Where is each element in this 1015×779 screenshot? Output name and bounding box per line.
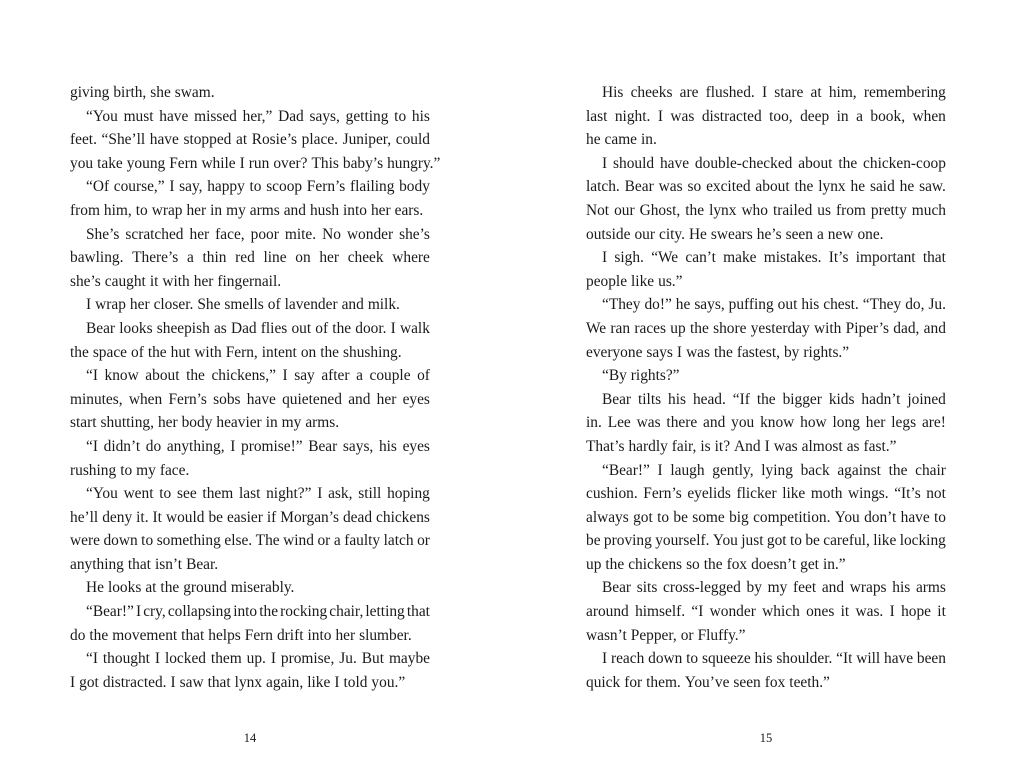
text-line: from him, to wrap her in my arms and hush into her ears. [70, 201, 424, 219]
text-line: I reach down to squeeze his shoulder. “It will have been [602, 650, 946, 668]
text-line: up the chickens so the fox doesn’t get in.” [586, 555, 846, 573]
text-line: wasn’t Pepper, or Fluffy.” [586, 626, 746, 644]
text-line: Bear sits cross-legged by my feet and wraps his arms [602, 579, 946, 597]
text-line: the space of the hut with Fern, intent on the shushing. [70, 343, 402, 361]
text-line: bawling. There’s a thin red line on her cheek where [70, 249, 430, 267]
page-number-right: 15 [759, 731, 773, 745]
text-line: feet. “She’ll have stopped at Rosie’s place. Juniper, could [70, 131, 430, 149]
text-line: “I know about the chickens,” I say after a couple of [86, 367, 430, 385]
text-line: “You went to see them last night?” I ask, still hoping [86, 485, 430, 503]
text-line: I got distracted. I saw that lynx again, like I told you.” [70, 673, 406, 691]
text-line: We ran races up the shore yesterday with Piper’s dad, and [586, 319, 946, 337]
text-line: “I thought I locked them up. I promise, Ju. But maybe [86, 650, 430, 668]
text-line: everyone says I was the fastest, by rights.” [586, 343, 850, 361]
text-line: she’s caught it with her fingernail. [70, 272, 282, 290]
text-line: around himself. “I wonder which ones it was. I hope it [586, 603, 946, 621]
text-line: Bear tilts his head. “If the bigger kids hadn’t joined [602, 390, 946, 408]
text-line: She’s scratched her face, poor mite. No wonder she’s [86, 225, 430, 243]
text-line: minutes, when Fern’s sobs have quietened and her eyes [70, 390, 430, 408]
text-line: “You must have missed her,” Dad says, getting to his [86, 107, 430, 125]
text-line: That’s hardly fair, is it? And I was almost as fast.” [586, 437, 897, 455]
text-line: “Bear!” I cry, collapsing into the rocking chair, letting that [86, 603, 430, 621]
text-line: he came in. [586, 131, 657, 149]
text-line: he’ll deny it. It would be easier if Morgan’s dead chickens [70, 508, 430, 526]
text-line: you take young Fern while I run over? This baby’s hungry.” [70, 154, 441, 172]
text-line: Bear looks sheepish as Dad flies out of the door. I walk [86, 319, 430, 337]
text-line: anything that isn’t Bear. [70, 555, 219, 573]
text-line: start shutting, her body heavier in my arms. [70, 414, 340, 432]
text-line: latch. Bear was so excited about the lynx he said he saw. [586, 178, 946, 196]
text-line: quick for them. You’ve seen fox teeth.” [586, 673, 830, 691]
text-line: I wrap her closer. She smells of lavender and milk. [86, 296, 400, 314]
text-line: be proving yourself. You just got to be careful, like locking [586, 532, 946, 550]
text-line: I should have double-checked about the chicken-coop [602, 154, 946, 172]
text-line: do the movement that helps Fern drift into her slumber. [70, 626, 412, 644]
text-line: rushing to my face. [70, 461, 190, 479]
page-number-left: 14 [243, 731, 257, 745]
text-line: “Bear!” I laugh gently, lying back against the chair [602, 461, 946, 479]
text-line: cushion. Fern’s eyelids flicker like moth wings. “It’s not [586, 485, 946, 503]
text-line: He looks at the ground miserably. [86, 579, 295, 597]
text-line: “They do!” he says, puffing out his chest. “They do, Ju. [602, 296, 946, 314]
text-line: people like us.” [586, 272, 683, 290]
text-line: last night. I was distracted too, deep in a book, when [586, 107, 946, 125]
text-line: always got to be some big competition. You don’t have to [586, 508, 946, 526]
text-line: giving birth, she swam. [70, 84, 215, 101]
text-line: “By rights?” [602, 367, 680, 385]
text-line: “Of course,” I say, happy to scoop Fern’s flailing body [86, 178, 430, 196]
left-page-text [70, 81, 441, 694]
right-page-text [586, 81, 946, 694]
text-line: were down to something else. The wind or a faulty latch or [70, 532, 430, 550]
text-line: outside our city. He swears he’s seen a new one. [586, 225, 884, 243]
text-line: His cheeks are flushed. I stare at him, remembering [602, 84, 946, 101]
text-line: I sigh. “We can’t make mistakes. It’s important that [602, 249, 946, 267]
text-line: Not our Ghost, the lynx who trailed us from pretty much [586, 201, 946, 219]
text-line: “I didn’t do anything, I promise!” Bear says, his eyes [86, 437, 430, 455]
text-line: in. Lee was there and you know how long her legs are! [586, 414, 946, 432]
